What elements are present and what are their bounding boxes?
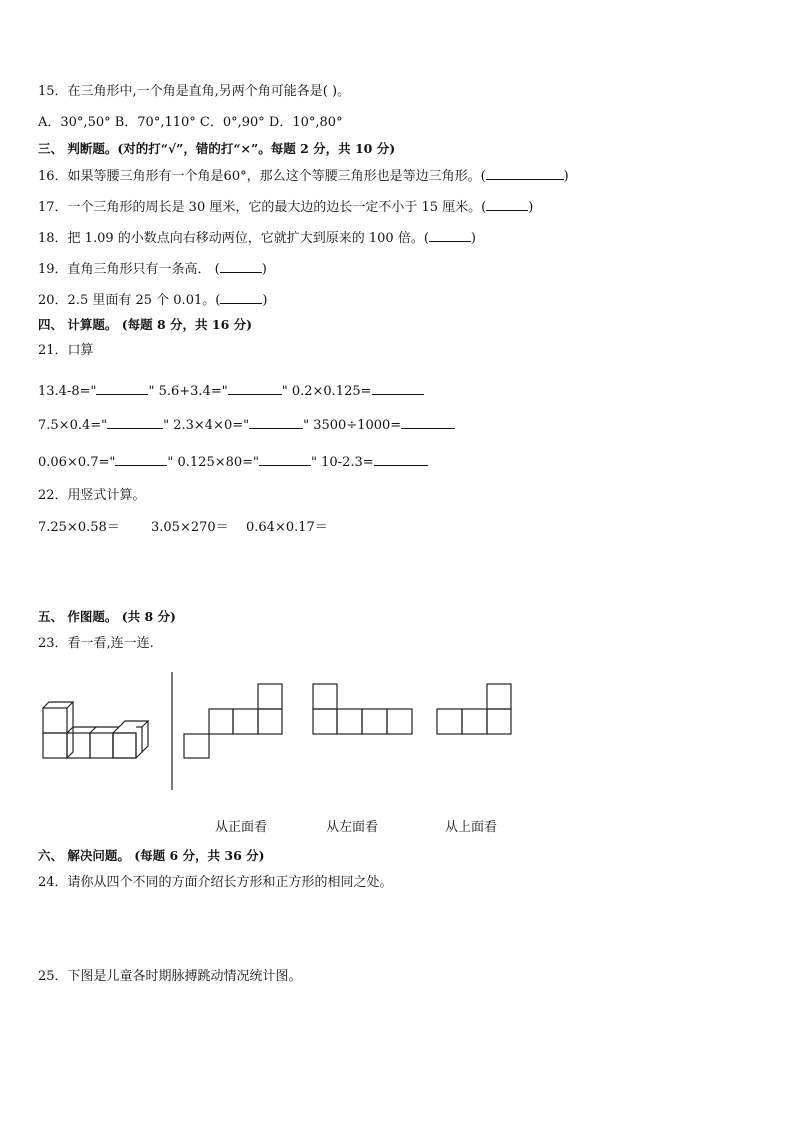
- question-15-stem: 15．在三角形中,一个角是直角,另两个角可能各是( )。: [38, 84, 351, 99]
- question-19-close: ): [261, 262, 267, 277]
- question-23-title: 23．看一看,连一连.: [38, 636, 154, 651]
- q21-expr: 0.06×0.7=": [38, 455, 116, 470]
- question-20-close: ): [262, 293, 268, 308]
- view-figure-2: [313, 684, 412, 734]
- question-25: 25．下图是儿童各时期脉搏跳动情况统计图。: [38, 969, 302, 984]
- section-5-title: 五、 作图题。 (共 8 分): [38, 609, 176, 624]
- q21-expr: " 5.6+3.4=": [148, 384, 228, 399]
- q21-expr: 7.5×0.4=": [38, 418, 108, 433]
- question-17-text: 17．一个三角形的周长是 30 厘米，它的最大边的边长一定不小于 15 厘米。(: [38, 200, 487, 215]
- question-24: 24．请你从四个不同的方面介绍长方形和正方形的相同之处。: [38, 875, 393, 890]
- section-4-title: 四、 计算题。 (每题 8 分，共 16 分): [38, 317, 253, 332]
- q21-expr: " 10-2.3=: [311, 455, 374, 470]
- question-22-title: 22．用竖式计算。: [38, 488, 146, 503]
- question-18-close: ): [470, 231, 476, 246]
- view-label-front: 从正面看: [215, 820, 268, 835]
- question-20-text: 20．2.5 里面有 25 个 0.01。(: [38, 293, 221, 308]
- q22-problem-1: 7.25×0.58＝: [38, 520, 120, 535]
- question-16-close: ): [563, 169, 569, 184]
- cube-stack-drawing: [43, 702, 148, 758]
- q21-expr: " 3500÷1000=: [303, 418, 402, 433]
- question-21-title: 21．口算: [38, 343, 94, 358]
- view-figure-3: [437, 684, 511, 734]
- q21-expr: 13.4-8=": [38, 384, 97, 399]
- q21-expr: " 0.125×80=": [167, 455, 260, 470]
- view-label-top: 从上面看: [445, 820, 498, 835]
- q22-problem-2: 3.05×270＝: [151, 520, 229, 535]
- question-19-text: 19．直角三角形只有一条高． (: [38, 262, 220, 277]
- view-figure-1: [184, 684, 282, 758]
- view-label-left: 从左面看: [326, 820, 379, 835]
- question-17-close: ): [528, 200, 534, 215]
- question-18-text: 18．把 1.09 的小数点向右移动两位，它就扩大到原来的 100 倍。(: [38, 231, 429, 246]
- q21-expr: " 0.2×0.125=: [281, 384, 372, 399]
- q22-problem-3: 0.64×0.17＝: [246, 520, 328, 535]
- section-6-title: 六、 解决问题。 (每题 6 分，共 36 分): [38, 848, 265, 863]
- q21-expr: " 2.3×4×0=": [163, 418, 250, 433]
- question-15-options: A．30°,50° B．70°,110° C．0°,90° D．10°,80°: [38, 115, 343, 130]
- section-3-title: 三、 判断题。(对的打“√”，错的打“×”。每题 2 分，共 10 分): [38, 141, 396, 156]
- question-16-text: 16．如果等腰三角形有一个角是60°，那么这个等腰三角形也是等边三角形。(: [38, 169, 486, 184]
